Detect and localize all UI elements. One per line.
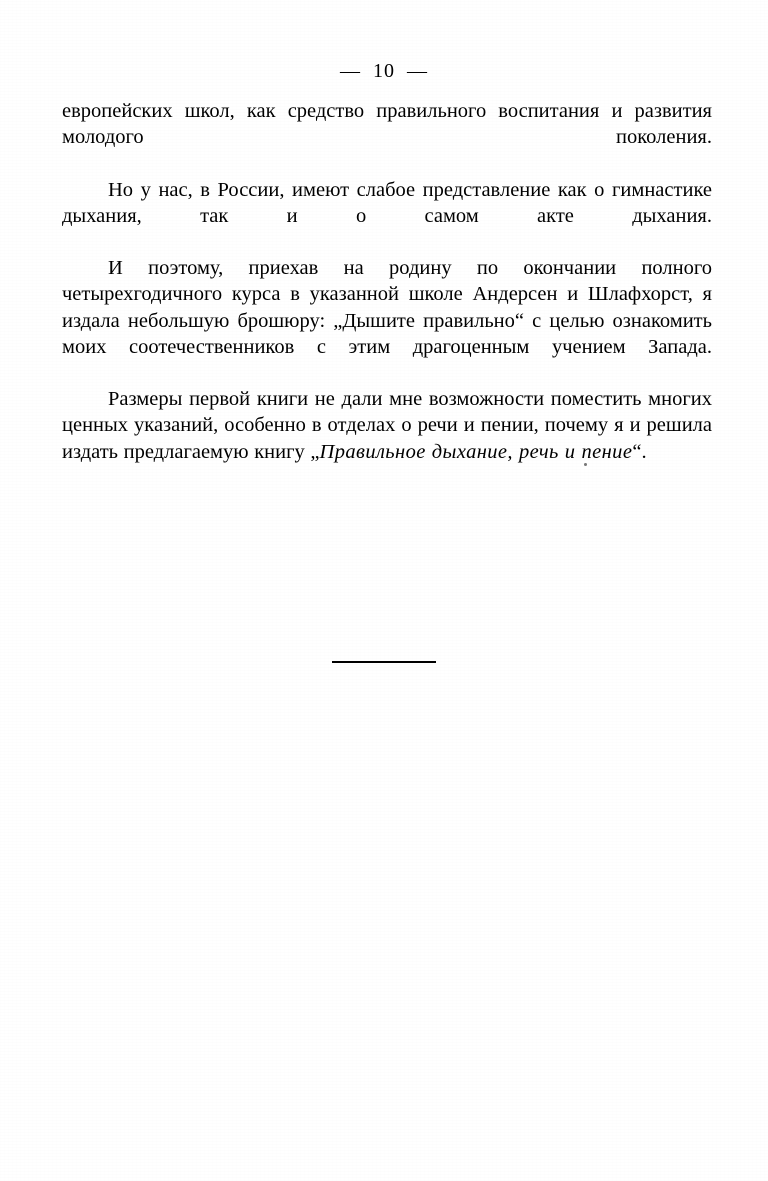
scan-artifact-dot-icon	[584, 463, 587, 466]
section-divider	[0, 650, 768, 668]
paragraph-russia: Но у нас, в России, имеют слабое представление как о гимнастике дыхания, так и о самом акте дыхания.	[62, 178, 712, 227]
book-title-italic: Правильное дыхание, речь и пение	[319, 440, 633, 463]
body-text-block	[62, 98, 712, 465]
paragraph-book-lead: Размеры первой книги не дали мне возможности поместить многих ценных указаний, особенно в отделах о речи и пении, почему я и решила издать предлагаемую книгу	[62, 388, 712, 463]
paragraph-book	[62, 386, 712, 465]
book-title-open-quote: „	[310, 440, 320, 463]
paragraph-brochure: И поэтому, приехав на родину по окончании полного четырехгодичного курса в указанной школе Андерсен и Шлафхорст, я издала небольшую брошюру: „Дышите правильно“ с целью ознакомить моих соотечественников с этим драгоценным учением Запада.	[62, 257, 712, 358]
divider-rule-icon	[332, 661, 436, 663]
paragraph-continuation: европейских школ, как средство правильного воспитания и развития молодого поколения.	[62, 100, 712, 149]
page-header-number: — 10 —	[340, 60, 428, 82]
paragraph-book-trailing: .	[641, 440, 647, 463]
book-title-close-quote: “	[632, 440, 642, 463]
